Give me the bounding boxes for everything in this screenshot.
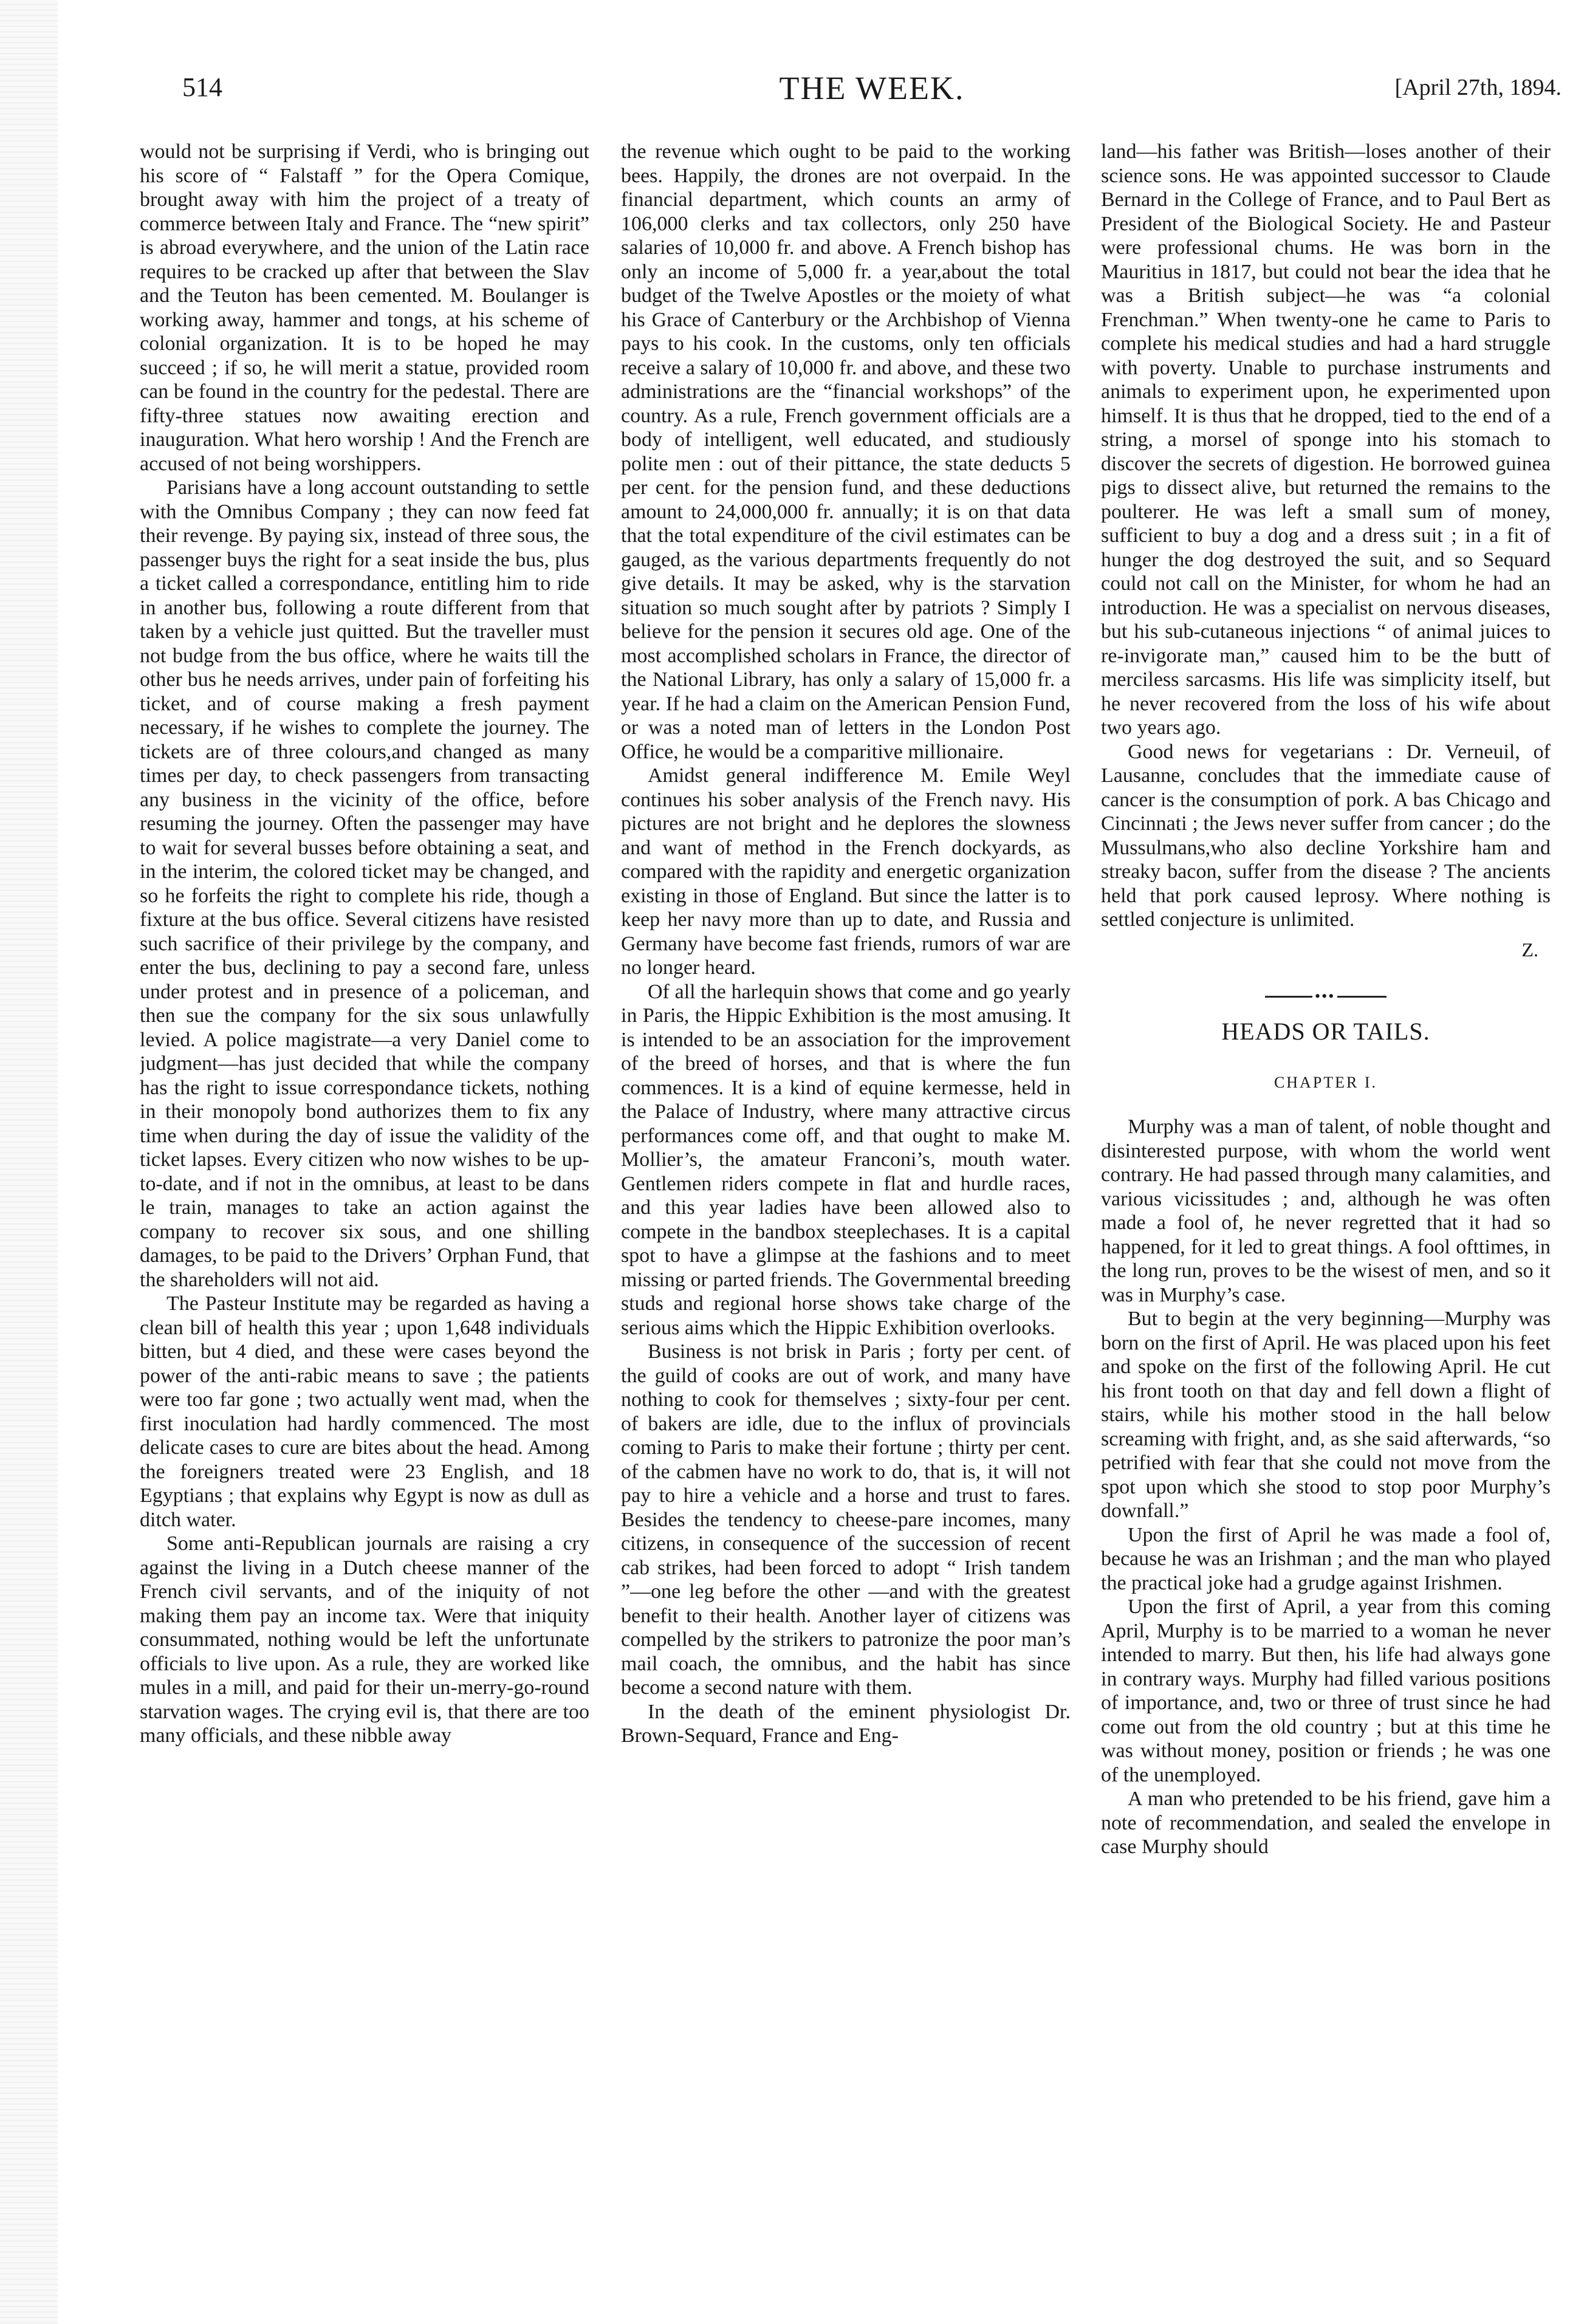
paragraph: Amidst general indifference M. Emile Weyl continues his sober analysis of the French navy. His pictures are not bright and he deplores the slowness and want of method in the French dockyards, as compared with the rapidity and energetic organization existing in those of England. But since the latter is to keep her navy more than up to date, and Russia and Germany have become fast friends, rumors of war are no longer heard. xyxy=(621,764,1071,979)
paragraph: Good news for vegetarians : Dr. Verneuil, of Lausanne, concludes that the immediate cause of cancer is the consumption of pork. A bas Chicago and Cincinnati ; the Jews never suffer from cancer ; do the Mussulmans,who also decline Yorkshire ham and streaky bacon, suffer from the disease ? The ancients held that pork caused leprosy. Where nothing is settled conjecture is unlimited. xyxy=(1101,740,1551,931)
running-title: THE WEEK. xyxy=(779,70,965,106)
paragraph: Business is not brisk in Paris ; forty per cent. of the guild of cooks are out of work, and many have nothing to cook for themselves ; sixty-four per cent. of bakers are idle, due to the influx of provincials coming to Paris to make their fortune ; thirty per cent. of the cabmen have no work to do, that is, it will not pay to hire a vehicle and a horse and trust to fares. Besides the tendency to cheese-pare incomes, many citizens, in consequence of the succession of recent cab strikes, had been forced to adopt “ Irish tandem ”—one leg before the other —and with the greatest benefit to their health. Another layer of citizens was compelled by the strikers to patronize the poor man’s mail coach, the omnibus, and the habit has since become a second nature with them. xyxy=(621,1340,1071,1699)
article-paris-letter-end xyxy=(1101,140,1551,932)
paragraph: Upon the first of April, a year from this coming April, Murphy is to be married to a woman he never intended to marry. But then, his life had always gone in contrary ways. Murphy had filled various positions of importance, and, two or three of trust since he had come out from the old country ; but at this time he was without money, position or friends ; he was one of the unemployed. xyxy=(1101,1596,1551,1786)
paragraph: The Pasteur Institute may be regarded as having a clean bill of health this year ; upon 1,648 individuals bitten, but 4 died, and these were cases beyond the power of the anti-rabic means to save ; the patients were too far gone ; two actually went mad, when the first inoculation had hardly commenced. The most delicate cases to cure are bites about the head. Among the foreigners treated were 23 English, and 18 Egyptians ; that explains why Egypt is now as dull as ditch water. xyxy=(140,1292,589,1531)
chapter-heading: CHAPTER I. xyxy=(1273,1073,1378,1091)
paragraph: Murphy was a man of talent, of noble thought and disinterested purpose, with whom the world went contrary. He had passed through many calamities, and various vicissitudes ; and, although he was often made a fool of, he never regretted that it had so happened, for it led to great things. A fool ofttimes, in the long run, proves to be the wisest of men, and so it was in Murphy’s case. xyxy=(1101,1116,1551,1306)
author-signature: Z. xyxy=(1521,938,1538,961)
paragraph: Of all the harlequin shows that come and go yearly in Paris, the Hippic Exhibition is the most amusing. It is intended to be an association for the improvement of the breed of horses, and that is where the fun commences. It is a kind of equine kermesse, held in the Palace of Industry, where many attractive circus performances come off, and that ought to make M. Mollier’s, the amateur Franconi’s, mouth water. Gentlemen riders compete in flat and hurdle races, and this year ladies have been allowed also to compete in the bandbox steeplechases. It is a capital spot to have a glimpse at the fashions and to meet missing or parted friends. The Governmental breeding studs and regional horse shows take charge of the serious aims which the Hippic Exhibition overlooks. xyxy=(621,980,1071,1339)
paragraph: would not be surprising if Verdi, who is bringing out his score of “ Falstaff ” for the Opera Comique, brought away with him the project of a treaty of commerce between Italy and France. The “new spirit” is abroad everywhere, and the union of the Latin race requires to be cracked up after that between the Slav and the Teuton has been cemented. M. Boulanger is working away, hammer and tongs, at his scheme of colonial organization. It is to be hoped he may succeed ; if so, he will merit a statue, provided room can be found in the country for the pedestal. There are fifty-three statues now awaiting erection and inauguration. What hero worship ! And the French are accused of not being worshippers. xyxy=(140,140,589,475)
column-3 xyxy=(1101,140,1551,2291)
page-header xyxy=(182,72,1561,132)
paragraph: the revenue which ought to be paid to the working bees. Happily, the drones are not overpaid. In the financial department, which counts an army of 106,000 clerks and tax collectors, only 250 have salaries of 10,000 fr. and above. A French bishop has only an income of 5,000 fr. a year,about the total budget of the Twelve Apostles or the moiety of what his Grace of Canterbury or the Archbishop of Vienna pays to his cook. In the customs, only ten officials receive a salary of 10,000 fr. and above, and these two administrations are the “financial workshops” of the country. As a rule, French government officials are a body of intelligent, well educated, and studiously polite men : out of their pittance, the state deducts 5 per cent. for the pension fund, and these deductions amount to 24,000,000 fr. annually; it is on that data that the total expenditure of the civil estimates can be gauged, as the various departments frequently do not give details. It may be asked, why is the starvation situation so much sought after by patriots ? Simply I believe for the pension it secures old age. One of the most accomplished scholars in France, the director of the National Library, has only a salary of 15,000 fr. a year. If he had a claim on the American Pension Fund, or was a noted man of letters in the London Post Office, he would be a comparitive millionaire. xyxy=(621,140,1071,763)
issue-date: [April 27th, 1894. xyxy=(1394,75,1561,100)
paragraph: Upon the first of April he was made a fool of, because he was an Irishman ; and the man who played the practical joke had a grudge against Irishmen. xyxy=(1101,1523,1551,1594)
paragraph: In the death of the eminent physiologist Dr. Brown-Sequard, France and Eng- xyxy=(621,1700,1071,1747)
section-divider xyxy=(1265,996,1386,998)
page-number: 514 xyxy=(182,72,222,102)
paragraph: A man who pretended to be his friend, gave him a note of recommendation, and sealed the envelope in case Murphy should xyxy=(1101,1788,1551,1858)
paragraph: Parisians have a long account outstanding to settle with the Omnibus Company ; they can now feed fat their revenge. By paying six, instead of three sous, the passenger buys the right for a seat inside the bus, plus a ticket called a correspondance, entitling him to ride in another bus, following a route different from that taken by a vehicle just quitted. But the traveller must not budge from the bus office, where he waits till the other bus he needs arrives, under pain of forfeiting his ticket, and of course making a fresh payment necessary, if he wishes to complete the journey. The tickets are of three colours,and changed as many times per day, to check passengers from transacting any business in the vicinity of the office, before resuming the journey. Often the passenger may have to wait for several busses before obtaining a seat, and in the interim, the colored ticket may be changed, and so he forfeits the right to complete his ride, though a fixture at the bus office. Several citizens have resisted such sacrifice of their privilege by the company, and enter the bus, declining to pay a second fare, unless under protest and in presence of a policeman, and then sue the company for the six sous unlawfully levied. A police magistrate—a very Daniel come to judgment—has just decided that while the company has the right to issue correspondance tickets, nothing in their monopoly bond authorizes them to fix any time when during the day of issue the validity of the ticket lapses. Every citizen who now wishes to be up-to-date, and if not in the omnibus, at least to be dans le train, manages to take an action against the company to recover six sous, and one shilling damages, to be paid to the Drivers’ Orphan Fund, that the shareholders will not aid. xyxy=(140,476,589,1291)
column-1 xyxy=(140,140,589,2291)
paragraph: Some anti-Republican journals are raising a cry against the living in a Dutch cheese manner of the French civil servants, and of the iniquity of not making them pay an income tax. Were that iniquity consummated, nothing would be left the unfortunate officials to live upon. As a rule, they are worked like mules in a mill, and paid for their un-merry-go-round starvation wages. The crying evil is, that there are too many officials, and these nibble away xyxy=(140,1532,589,1747)
binding-gutter xyxy=(0,0,58,2324)
column-2 xyxy=(621,140,1071,2291)
story-title: HEADS OR TAILS. xyxy=(1221,1018,1430,1045)
paragraph: land—his father was British—loses another of their science sons. He was appointed successor to Claude Bernard in the College of France, and to Paul Bert as President of the Biological Society. He and Pasteur were professional chums. He was born in the Mauritius in 1817, but could not bear the idea that he was a British subject—he was “a colonial Frenchman.” When twenty-one he came to Paris to complete his medical studies and had a hard struggle with poverty. Unable to purchase instruments and animals to experiment upon, he experimented upon himself. It is thus that he dropped, tied to the end of a string, a morsel of sponge into his stomach to discover the secrets of digestion. He borrowed guinea pigs to dissect alive, but returned the remains to the poulterer. He was left a small sum of money, sufficient to buy a dog and a dress suit ; in a fit of hunger the dog destroyed the suit, and so Sequard could not call on the Minister, for whom he had an introduction. He was a specialist on nervous diseases, but his sub-cutaneous injections “ of animal juices to re-invigorate man,” caused him to be the butt of merciless sarcasms. His life was simplicity itself, but he never recovered from the loss of his wife about two years ago. xyxy=(1101,140,1551,739)
story-body xyxy=(1101,1115,1551,1859)
paragraph: But to begin at the very beginning—Murphy was born on the first of April. He was placed upon his feet and spoke on the first of the following April. He cut his front tooth on that day and fell down a flight of stairs, while his mother stood in the hall below screaming with fright, and, as she said afterwards, “so petrified with fear that she could not move from the spot upon which she stood to stop poor Murphy’s downfall.” xyxy=(1101,1308,1551,1522)
